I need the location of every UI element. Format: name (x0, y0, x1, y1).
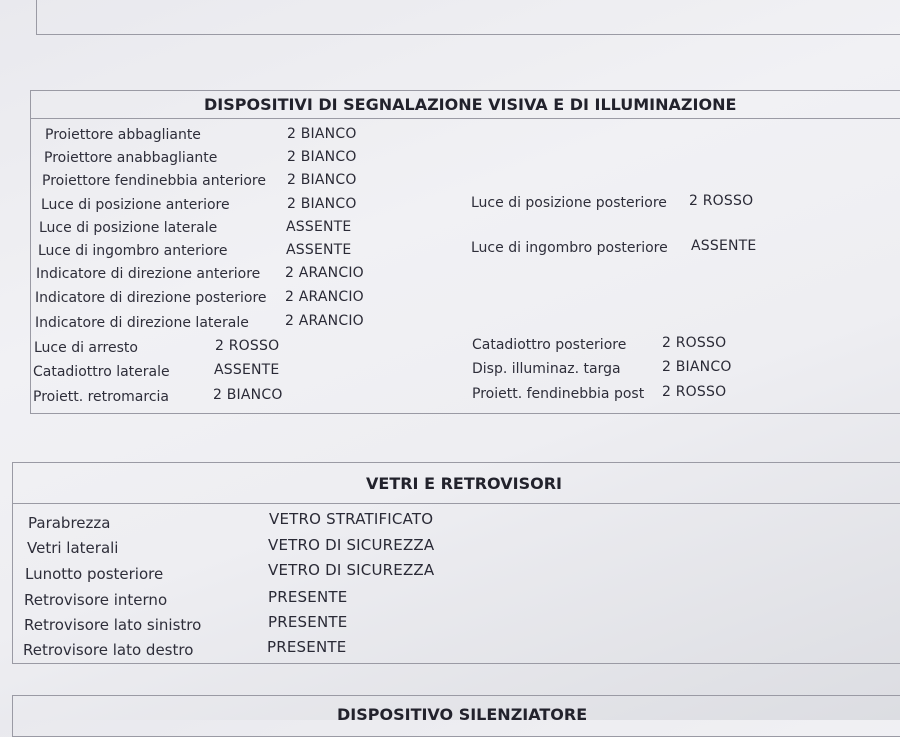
light-label: Catadiottro laterale (33, 364, 170, 380)
light-value: 2 BIANCO (287, 196, 357, 212)
light-label: Proiettore anabbagliante (44, 150, 218, 166)
light-label: Proiett. retromarcia (33, 389, 169, 405)
light-value: 2 BIANCO (287, 172, 357, 188)
light-value: ASSENTE (214, 362, 280, 378)
light-value: 2 ROSSO (215, 338, 280, 354)
lights-section-title: DISPOSITIVI DI SEGNALAZIONE VISIVA E DI ILLUMINAZIONE (204, 95, 737, 114)
light-value: ASSENTE (691, 238, 757, 254)
light-label: Luce di posizione posteriore (471, 195, 667, 211)
glass-section-title: VETRI E RETROVISORI (366, 474, 562, 493)
light-value: 2 BIANCO (287, 126, 357, 142)
light-label: Disp. illuminaz. targa (472, 361, 621, 377)
light-value: 2 BIANCO (662, 359, 732, 375)
light-value: 2 ROSSO (662, 335, 727, 351)
light-value: 2 ARANCIO (285, 265, 364, 281)
glass-value: VETRO DI SICUREZZA (268, 536, 435, 554)
light-label: Luce di ingombro anteriore (38, 243, 228, 259)
light-label: Proiett. fendinebbia post (472, 386, 645, 402)
glass-value: PRESENTE (268, 588, 348, 606)
light-value: 2 ARANCIO (285, 289, 364, 305)
light-label: Indicatore di direzione laterale (35, 315, 249, 331)
light-value: 2 BIANCO (287, 149, 357, 165)
light-value: ASSENTE (286, 219, 352, 235)
light-value: 2 ARANCIO (285, 313, 364, 329)
light-label: Luce di posizione laterale (39, 220, 218, 236)
glass-value: VETRO DI SICUREZZA (268, 561, 435, 579)
light-label: Luce di arresto (34, 340, 138, 356)
glass-value: VETRO STRATIFICATO (269, 510, 434, 528)
light-value: 2 ROSSO (689, 193, 754, 209)
lights-title-divider (30, 118, 900, 119)
glass-label: Lunotto posteriore (25, 565, 164, 583)
light-value: 2 ROSSO (662, 384, 727, 400)
silencer-section-title: DISPOSITIVO SILENZIATORE (337, 705, 588, 724)
glass-value: PRESENTE (268, 613, 348, 631)
light-label: Catadiottro posteriore (472, 337, 627, 353)
glass-value: PRESENTE (267, 638, 347, 656)
light-label: Indicatore di direzione posteriore (35, 290, 267, 306)
top-section-box (36, 0, 900, 35)
light-value: ASSENTE (286, 242, 352, 258)
glass-label: Vetri laterali (27, 539, 119, 557)
glass-title-divider (12, 503, 900, 504)
light-label: Indicatore di direzione anteriore (36, 266, 261, 282)
light-label: Proiettore abbagliante (45, 127, 201, 143)
light-value: 2 BIANCO (213, 387, 283, 403)
light-label: Luce di ingombro posteriore (471, 240, 668, 256)
glass-label: Retrovisore interno (24, 591, 168, 609)
glass-label: Parabrezza (28, 514, 111, 532)
glass-label: Retrovisore lato destro (23, 641, 194, 659)
light-label: Luce di posizione anteriore (41, 197, 230, 213)
glass-label: Retrovisore lato sinistro (24, 616, 202, 634)
light-label: Proiettore fendinebbia anteriore (42, 173, 266, 189)
